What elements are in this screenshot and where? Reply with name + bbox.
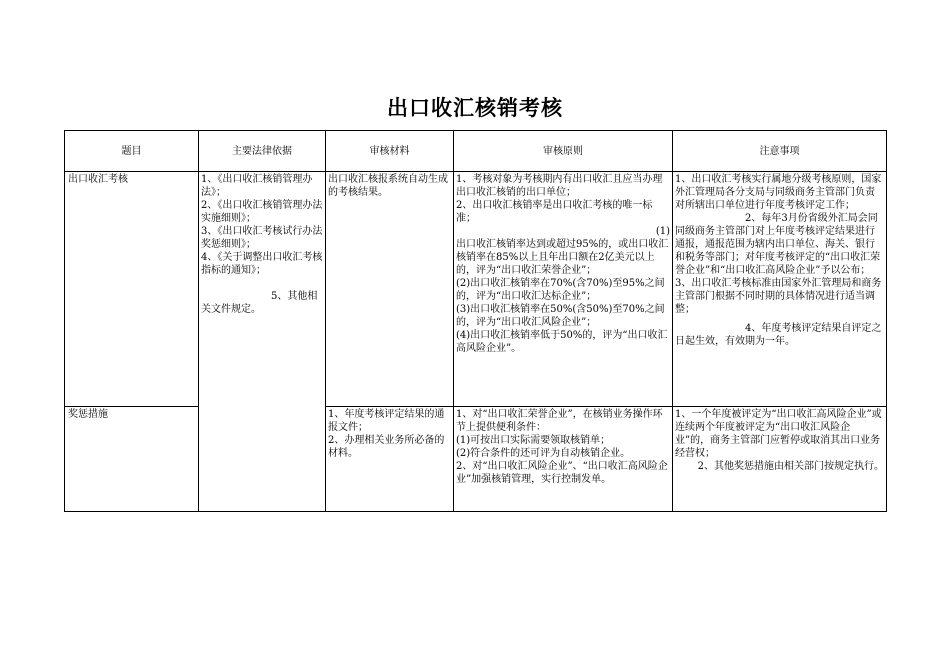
principles-item: (3)出口收汇核销率在50%(含50%)至70%之间的，评为“出口收汇风险企业”； xyxy=(456,304,665,328)
legal-basis-item: 3、《出口收汇考核试行办法奖惩细则》； xyxy=(201,226,323,250)
legal-basis-item: 5、其他相关文件规定。 xyxy=(201,291,318,315)
notes-item: 3、出口收汇考核标准由国家外汇管理局和商务主管部门根据不同时期的具体情况进行适当调整； xyxy=(675,278,882,315)
legal-basis-cell xyxy=(199,172,326,512)
principles-item: 出口收汇核销率达到或超过95%的，或出口收汇核销率在85%以上且年出口额在2亿美元以上的，评为“出口收汇荣誉企业”； xyxy=(456,239,669,276)
header-notes: 注意事项 xyxy=(673,131,887,172)
principles-item: 2、对“出口收汇风险企业”、“出口收汇高风险企业”加强核销管理，实行控制发单。 xyxy=(456,461,668,485)
header-materials: 审核材料 xyxy=(326,131,454,172)
notes-cell xyxy=(673,172,887,407)
materials-cell xyxy=(326,407,454,512)
materials-item: 1、年度考核评定结果的通报文件； xyxy=(328,409,445,433)
principles-cell xyxy=(454,172,673,407)
principles-item: (2)符合条件的还可评为自动核销企业。 xyxy=(456,448,631,459)
assessment-table xyxy=(64,130,887,512)
table-row xyxy=(65,407,887,512)
materials-item: 2、办理相关业务所必备的材料。 xyxy=(328,435,445,459)
legal-basis-item: 1、《出口收汇核销管理办法》； xyxy=(201,174,313,198)
spacer xyxy=(201,277,323,290)
notes-item: 1、一个年度被评定为“出口收汇高风险企业”或连续两个年度被评定为“出口收汇风险企业”的，商务主管部门应暂停或取消其出口业务经营权； xyxy=(675,409,882,459)
page-title: 出口收汇核销考核 xyxy=(387,96,563,120)
materials-cell xyxy=(326,172,454,407)
legal-basis-item: 4、《关于调整出口收汇考核指标的通知》； xyxy=(201,252,323,276)
principles-item: 1、考核对象为考核期内有出口收汇且应当办理出口收汇核销的出口单位； xyxy=(456,174,663,198)
notes-item: 4、年度考核评定结果自评定之日起生效，有效期为一年。 xyxy=(675,323,882,347)
header-legal-basis: 主要法律依据 xyxy=(199,131,326,172)
principles-cell xyxy=(454,407,673,512)
principles-item: 1、对“出口收汇荣誉企业”，在核销业务操作环节上提供便利条件： xyxy=(456,409,663,433)
row-topic: 奖惩措施 xyxy=(65,407,199,512)
header-topic: 题目 xyxy=(65,131,199,172)
principles-item: 2、出口收汇核销率是出口收汇考核的唯一标准； xyxy=(456,200,653,224)
notes-item: 2、每年3月份省级外汇局会同同级商务主管部门对上年度考核评定结果进行通报，通报范围为辖内出口单位、海关、银行和税务等部门；对年度考核评定的“出口收汇荣誉企业”和“出口收汇高风险企业”予以公布； xyxy=(675,213,881,276)
principles-item: (2)出口收汇核销率在70%(含70%)至95%之间的，评为“出口收汇达标企业”； xyxy=(456,278,665,302)
notes-item: 2、其他奖惩措施由相关部门按规定执行。 xyxy=(697,461,884,472)
header-principles: 审核原则 xyxy=(454,131,673,172)
principles-item: (1) xyxy=(655,226,670,237)
row-topic: 出口收汇考核 xyxy=(65,172,199,407)
legal-basis-item: 2、《出口收汇核销管理办法实施细则》； xyxy=(201,200,323,224)
notes-cell xyxy=(673,407,887,512)
principles-item: (1)可按出口实际需要领取核销单； xyxy=(456,435,611,446)
notes-item: 1、出口收汇考核实行属地分级考核原则，国家外汇管理局各分支局与同级商务主管部门负责对所辖出口单位进行年度考核评定工作； xyxy=(675,174,882,211)
materials-item: 出口收汇核报系统自动生成的考核结果。 xyxy=(328,174,448,198)
principles-item: (4)出口收汇核销率低于50%的，评为“出口收汇高风险企业”。 xyxy=(456,330,668,354)
table-header-row xyxy=(65,131,887,172)
table-row xyxy=(65,172,887,407)
